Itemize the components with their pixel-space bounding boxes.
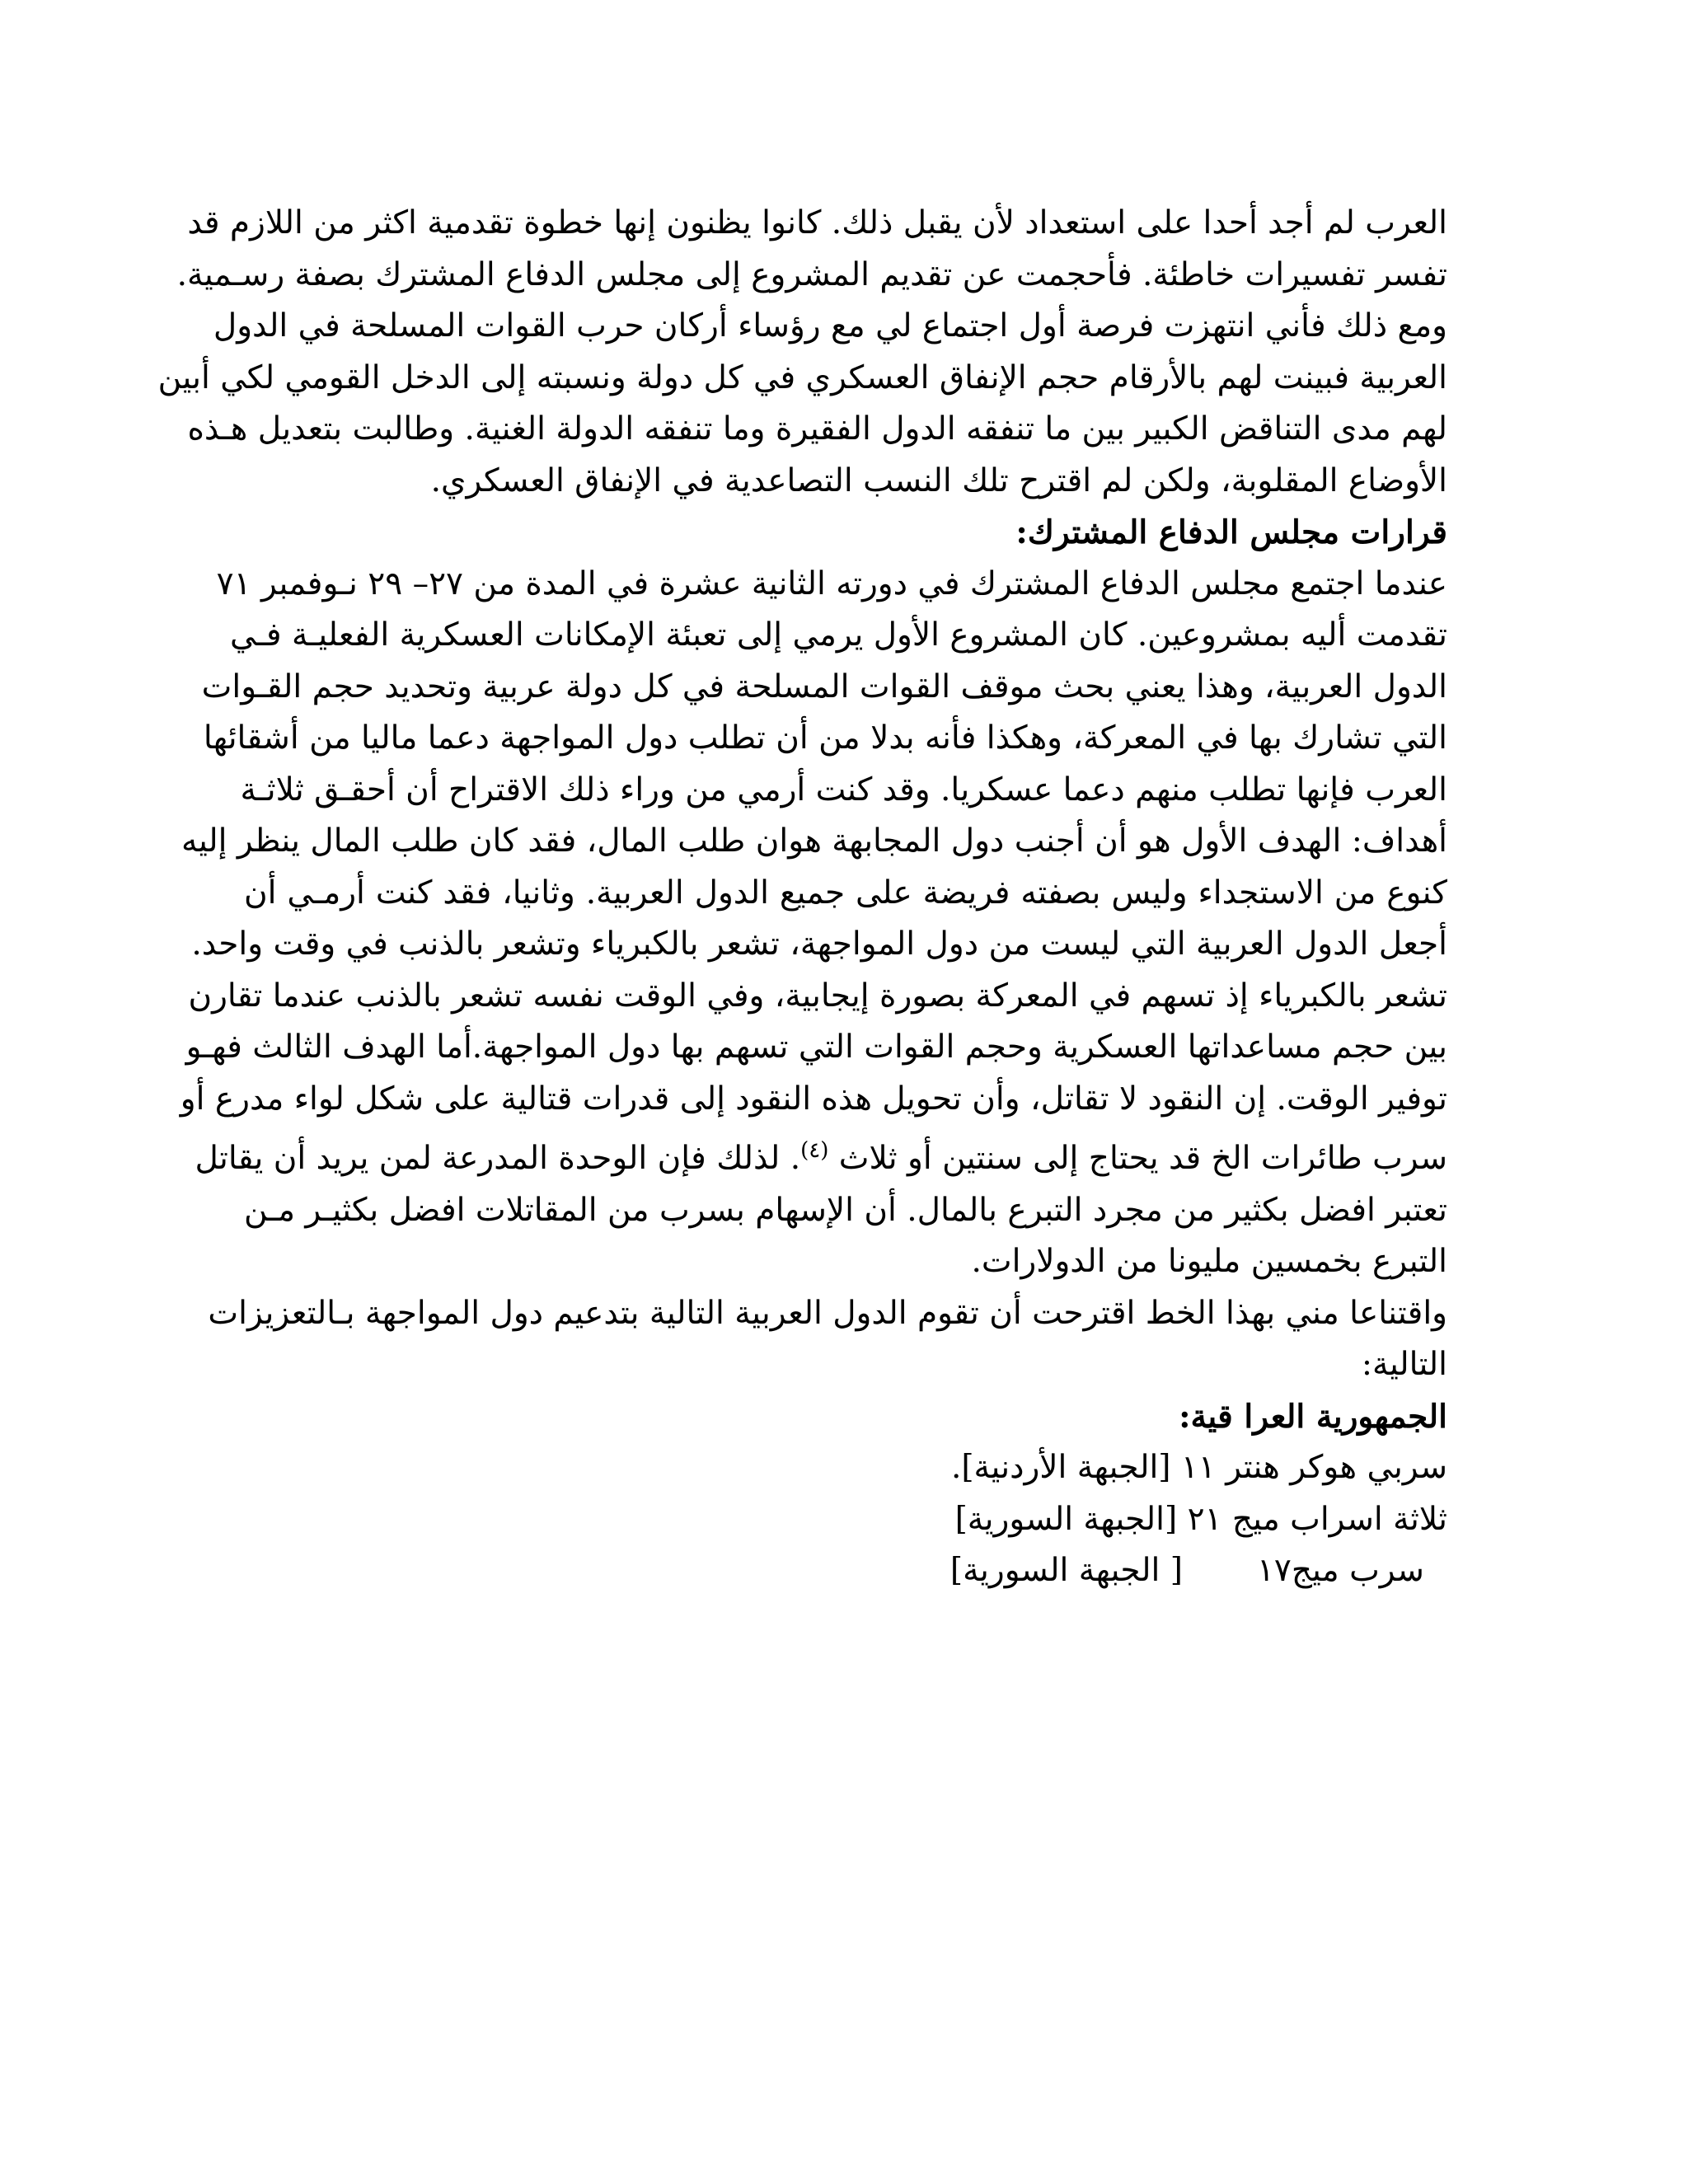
list-item: ثلاثة اسراب ميج ٢١ [الجبهة السورية] [954, 1500, 1447, 1538]
text-line: تعتبر افضل بكثير من مجرد التبرع بالمال. أن الإسهام بسرب من المقاتلات افضل بكثيـر مـن [243, 1191, 1447, 1229]
list-item [244, 1545, 1447, 1597]
text-line: تفسر تفسيرات خاطئة. فأحجمت عن تقديم المشروع إلى مجلس الدفاع المشترك بصفة رسـمية. [176, 255, 1447, 293]
text-line: العربية فبينت لهم بالأرقام حجم الإنفاق العسكري في كل دولة ونسبته إلى الدخل القومي لكي أبين [157, 359, 1447, 396]
list-item-front: [ الجبهة السورية] [950, 1552, 1183, 1589]
text-line: ومع ذلك فأني انتهزت فرصة أول اجتماع لي مع رؤساء أركان حرب القوات المسلحة في الدول [213, 307, 1447, 344]
section-heading: قرارات مجلس الدفاع المشترك: [1015, 513, 1447, 551]
footnote-reference: (٤) [800, 1138, 829, 1163]
text-line: التالية: [1361, 1346, 1447, 1383]
paragraph-1 [157, 198, 1447, 507]
text-line: أهداف: الهدف الأول هو أن أجنب دول المجابهة هوان طلب المال، فقد كان طلب المال ينظر إليه [181, 823, 1447, 860]
section-heading: الجمهورية العرا قية: [1179, 1397, 1447, 1436]
list-item: سربي هوكر هنتر ١١ [الجبهة الأردنية]. [950, 1449, 1447, 1486]
text-line: تشعر بالكبرياء إذ تسهم في المعركة بصورة إيجابية، وفي الوقت نفسه تشعر بالذنب عندما تقارن [188, 977, 1447, 1015]
list-item-unit: سرب ميج١٧ [1256, 1552, 1424, 1589]
text-line: واقتناعا مني بهذا الخط اقترحت أن تقوم الدول العربية التالية بتدعيم دول المواجهة بـالتعزيزات [208, 1294, 1447, 1332]
text-line: كنوع من الاستجداء وليس بصفته فريضة على جميع الدول العربية. وثانيا، فقد كنت أرمـي أن [244, 874, 1447, 912]
text-segment: . لذلك فإن الوحدة المدرعة لمن يريد أن يقاتل [195, 1140, 801, 1177]
text-segment: سرب طائرات الخ قد يحتاج إلى سنتين أو ثلاث [838, 1140, 1447, 1177]
document-body [157, 198, 1447, 1597]
text-line: التي تشارك بها في المعركة، وهكذا فأنه بدلا من أن تطلب دول المواجهة دعما ماليا من أشقائها [203, 719, 1447, 757]
text-line: عندما اجتمع مجلس الدفاع المشترك في دورته الثانية عشرة في المدة من ٢٧– ٢٩ نـوفمبر ٧١ [216, 565, 1447, 602]
text-line: التبرع بخمسين مليونا من الدولارات. [971, 1243, 1447, 1280]
text-line: أجعل الدول العربية التي ليست من دول المواجهة، تشعر بالكبرياء وتشعر بالذنب في وقت واحد. [191, 926, 1447, 963]
text-line: توفير الوقت. إن النقود لا تقاتل، وأن تحويل هذه النقود إلى قدرات قتالية على شكل لواء مدرع أو [180, 1080, 1447, 1118]
paragraph-3 [208, 1288, 1447, 1391]
text-line: العرب فإنها تطلب منهم دعما عسكريا. وقد كنت أرمي من وراء ذلك الاقتراح أن أحقـق ثلاثـة [240, 771, 1447, 808]
text-line: الأوضاع المقلوبة، ولكن لم اقترح تلك النسب التصاعدية في الإنفاق العسكري. [430, 462, 1447, 499]
text-line: العرب لم أجد أحدا على استعداد لأن يقبل ذلك. كانوا يظنون إنها خطوة تقدمية اكثر من اللازم قد [187, 204, 1447, 241]
text-line: تقدمت أليه بمشروعين. كان المشروع الأول يرمي إلى تعبئة الإمكانات العسكرية الفعليـة فـي [229, 616, 1447, 654]
text-line-with-footnote [195, 1125, 1447, 1185]
paragraph-2 [180, 559, 1447, 1288]
text-line: بين حجم مساعداتها العسكرية وحجم القوات التي تسهم بها دول المواجهة.أما الهدف الثالث فهـو [185, 1029, 1447, 1066]
text-line: لهم مدى التناقض الكبير بين ما تنفقه الدول الفقيرة وما تنفقه الدولة الغنية. وطالبت بتعديل هـذه [187, 410, 1447, 448]
text-line: الدول العربية، وهذا يعني بحث موقف القوات المسلحة في كل دولة عربية وتحديد حجم القـوات [201, 668, 1447, 705]
reinforcement-list [244, 1442, 1447, 1597]
